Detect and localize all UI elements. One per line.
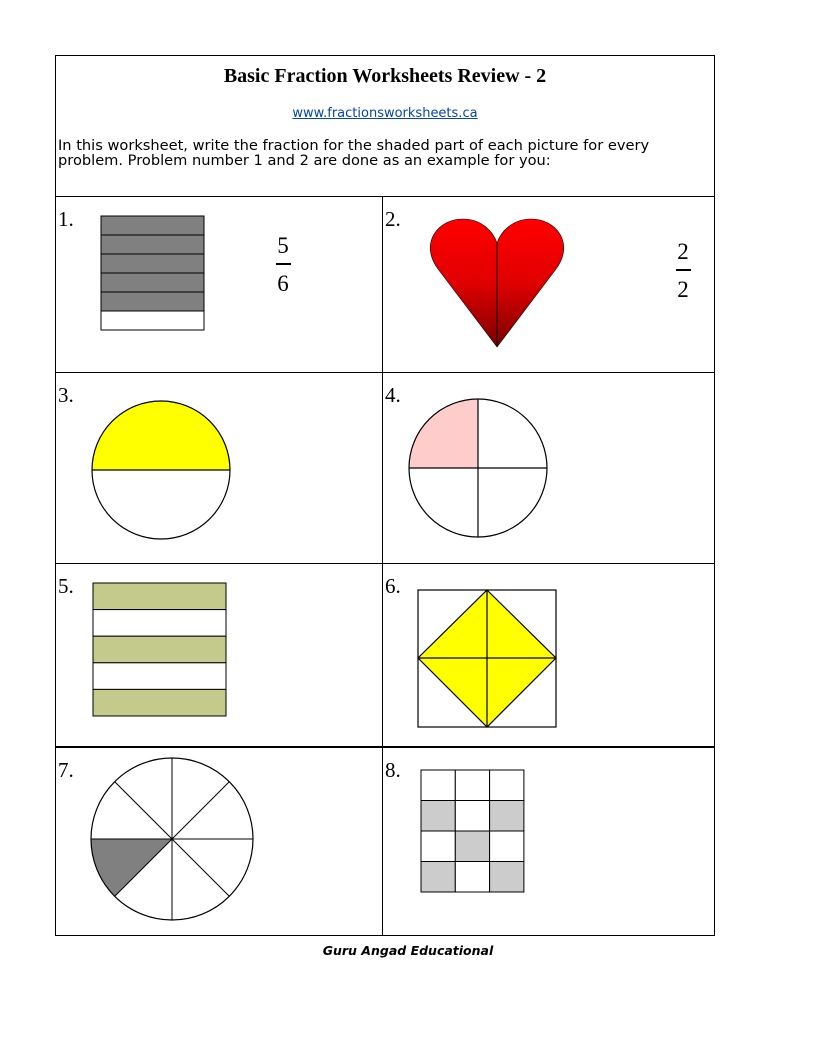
problem-number: 2. [385, 207, 401, 231]
circle-halves-figure [56, 373, 382, 563]
stripes-figure [56, 564, 382, 746]
grid-cell [421, 831, 455, 862]
stripe-part [93, 689, 226, 716]
grid-cell [421, 801, 455, 832]
stripe-part [93, 663, 226, 690]
answer-numerator: 2 [677, 239, 689, 264]
fraction-bar [276, 263, 291, 265]
problem-7 [56, 748, 382, 936]
footer-credit: Guru Angad Educational [322, 943, 494, 958]
grid-cell [421, 862, 455, 893]
shaded-quarter [409, 399, 478, 468]
stripe-part [93, 610, 226, 637]
grid-cell [490, 801, 524, 832]
answer-numerator: 5 [277, 233, 289, 258]
problem-6 [383, 564, 714, 746]
grid-cell [455, 770, 489, 801]
answer-denominator: 2 [677, 277, 689, 302]
problem-number: 3. [58, 383, 74, 407]
strip-part [101, 311, 204, 330]
stripe-part [93, 583, 226, 610]
strips-figure [56, 197, 382, 372]
strip-part [101, 235, 204, 254]
grid-figure [383, 748, 714, 936]
grid-cell [490, 862, 524, 893]
grid-cell [490, 770, 524, 801]
circle-quarters-figure [383, 373, 714, 563]
answer-denominator: 6 [277, 271, 289, 296]
instructions-text: In this worksheet, write the fraction for the shaded part of each picture for every problem. Problem number 1 and 2 are done as an example for you: [58, 137, 650, 169]
circle-eighths-figure [56, 748, 382, 936]
problem-number: 7. [58, 758, 74, 782]
fraction-bar [676, 269, 691, 271]
worksheet-title: Basic Fraction Worksheets Review - 2 [223, 65, 547, 87]
problem-8 [383, 748, 714, 936]
heart-figure [383, 197, 714, 372]
grid-cell [490, 831, 524, 862]
problem-5 [56, 564, 382, 746]
strip-part [101, 216, 204, 235]
shaded-sector [91, 839, 172, 896]
worksheet-header [56, 56, 714, 197]
stripe-part [93, 636, 226, 663]
problem-number: 8. [385, 758, 401, 782]
problem-2 [383, 197, 714, 372]
grid-cell [455, 801, 489, 832]
diamond-figure [383, 564, 714, 746]
answer-fraction [268, 234, 298, 295]
problem-number: 6. [385, 574, 401, 598]
problem-1 [56, 197, 382, 372]
problem-number: 5. [58, 574, 74, 598]
strip-part [101, 292, 204, 311]
grid-cell [421, 770, 455, 801]
problem-4 [383, 373, 714, 563]
answer-fraction [668, 240, 698, 301]
grid-cell [455, 831, 489, 862]
shaded-half [92, 401, 230, 470]
strip-part [101, 273, 204, 292]
website-link[interactable]: www.fractionsworksheets.ca [292, 106, 478, 121]
grid-cell [455, 862, 489, 893]
strip-part [101, 254, 204, 273]
worksheet [55, 55, 715, 936]
problem-3 [56, 373, 382, 563]
problem-number: 4. [385, 383, 401, 407]
problem-number: 1. [58, 207, 74, 231]
